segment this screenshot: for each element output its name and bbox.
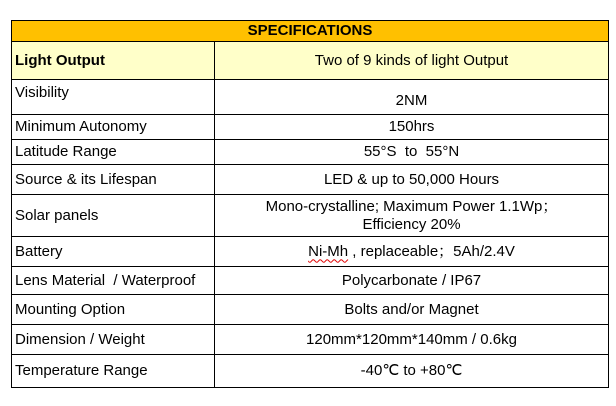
row-value: LED & up to 50,000 Hours [215,165,609,195]
row-value: Two of 9 kinds of light Output [215,42,609,80]
table-row-latitude-range [12,140,609,165]
row-label: Light Output [12,42,215,80]
table-row-lens-material [12,267,609,295]
row-label: Lens Material / Waterproof [12,267,215,295]
row-value-line-1: Mono-crystalline; Maximum Power 1.1Wp； [265,197,558,215]
row-label: Solar panels [12,195,215,237]
row-label: Minimum Autonomy [12,115,215,140]
row-label: Visibility [12,80,215,115]
row-label: Temperature Range [12,355,215,388]
row-value: 55°S to 55°N [215,140,609,165]
row-value: Polycarbonate / IP67 [215,267,609,295]
row-value [215,237,609,267]
table-row-battery [12,237,609,267]
row-value: 2NM [215,80,609,115]
row-label: Mounting Option [12,295,215,325]
table-row-visibility [12,80,609,115]
row-value: 150hrs [215,115,609,140]
row-value [215,195,609,237]
row-label: Dimension / Weight [12,325,215,355]
row-label: Latitude Range [12,140,215,165]
row-value: -40℃ to +80℃ [215,355,609,388]
table-row-mounting-option [12,295,609,325]
row-label: Source & its Lifespan [12,165,215,195]
row-value-line-2: Efficiency 20% [362,215,461,233]
spellcheck-flagged-word: Ni-Mh [308,242,349,260]
table-row-temperature-range [12,355,609,388]
specifications-table [11,20,609,388]
row-value-rest: , replaceable；5Ah/2.4V [348,242,515,260]
row-value: 120mm*120mm*140mm / 0.6kg [215,325,609,355]
table-title: SPECIFICATIONS [12,21,609,42]
title-row [12,21,609,42]
row-label: Battery [12,237,215,267]
row-value: Bolts and/or Magnet [215,295,609,325]
table-row-solar-panels [12,195,609,237]
table-row-dimension-weight [12,325,609,355]
table-row-light-output [12,42,609,80]
table-row-source-lifespan [12,165,609,195]
table-row-minimum-autonomy [12,115,609,140]
